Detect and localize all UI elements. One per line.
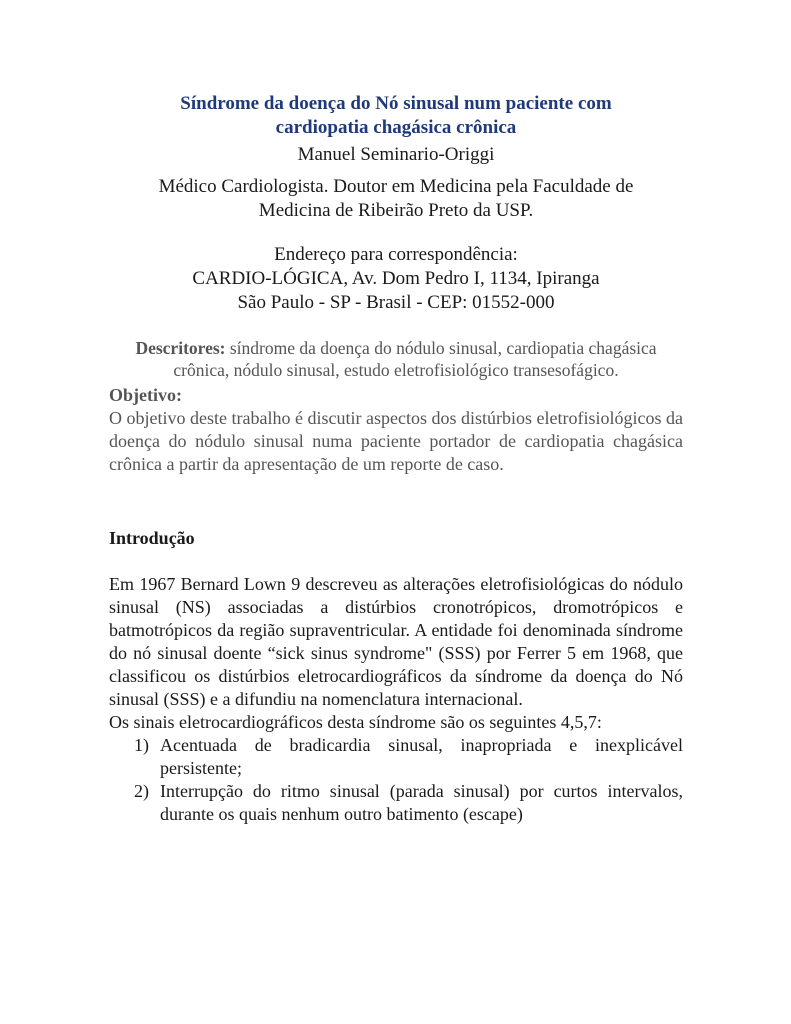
list-item-number: 1) xyxy=(134,735,149,755)
affiliation-line-2: Medicina de Ribeirão Preto da USP. xyxy=(258,200,534,221)
objective-text: O objetivo deste trabalho é discutir aspectos dos distúrbios eletrofisiológicos da doença do nódulo sinusal numa paciente portador de cardiopatia chagásica crônica a partir da apresentação de um reporte de caso. xyxy=(109,408,683,474)
descriptors-text: síndrome da doença do nódulo sinusal, cardiopatia chagásica crônica, nódulo sinusal, estudo eletrofisiológico transesofágico. xyxy=(173,338,657,380)
title-line-1: Síndrome da doença do Nó sinusal num paciente com xyxy=(180,93,612,114)
title-line-2: cardiopatia chagásica crônica xyxy=(275,117,517,138)
signs-intro: Os sinais eletrocardiográficos desta síndrome são os seguintes 4,5,7: xyxy=(109,712,602,732)
list-item xyxy=(109,780,683,826)
list-item-text: Acentuada de bradicardia sinusal, inapropriada e inexplicável persistente; xyxy=(160,735,683,778)
author-affiliation xyxy=(109,175,683,223)
list-item-text: Interrupção do ritmo sinusal (parada sinusal) por curtos intervalos, durante os quais nenhum outro batimento (escape) xyxy=(160,781,683,824)
correspondence-address xyxy=(109,243,683,315)
list-item-number: 2) xyxy=(134,781,149,801)
introduction-heading: Introdução xyxy=(109,528,195,548)
introduction-paragraph: Em 1967 Bernard Lown 9 descreveu as alterações eletrofisiológicas do nódulo sinusal (NS) associadas a distúrbios cronotrópicos, dromotrópicos e batmotrópicos da região supraventricular. A entidade foi denominada síndrome do nó sinusal doente “sick sinus syndrome" (SSS) por Ferrer 5 em 1968, que classificou os distúrbios eletrocardiográficos da síndrome da doença do Nó sinusal (SSS) e a difundiu na nomenclatura internacional. xyxy=(109,574,683,709)
address-label: Endereço para correspondência: xyxy=(274,244,518,265)
address-line-1: CARDIO-LÓGICA, Av. Dom Pedro I, 1134, Ipiranga xyxy=(192,268,600,289)
document-page xyxy=(109,92,683,826)
list-item xyxy=(109,734,683,780)
descriptors xyxy=(123,337,669,381)
address-line-2: São Paulo - SP - Brasil - CEP: 01552-000 xyxy=(237,292,555,313)
descriptors-label: Descritores: xyxy=(135,338,226,358)
affiliation-line-1: Médico Cardiologista. Doutor em Medicina pela Faculdade de xyxy=(158,176,634,197)
objective-heading: Objetivo: xyxy=(109,385,182,405)
signs-list xyxy=(109,734,683,826)
paper-title xyxy=(109,92,683,140)
author-name: Manuel Seminario-Origgi xyxy=(297,144,495,165)
